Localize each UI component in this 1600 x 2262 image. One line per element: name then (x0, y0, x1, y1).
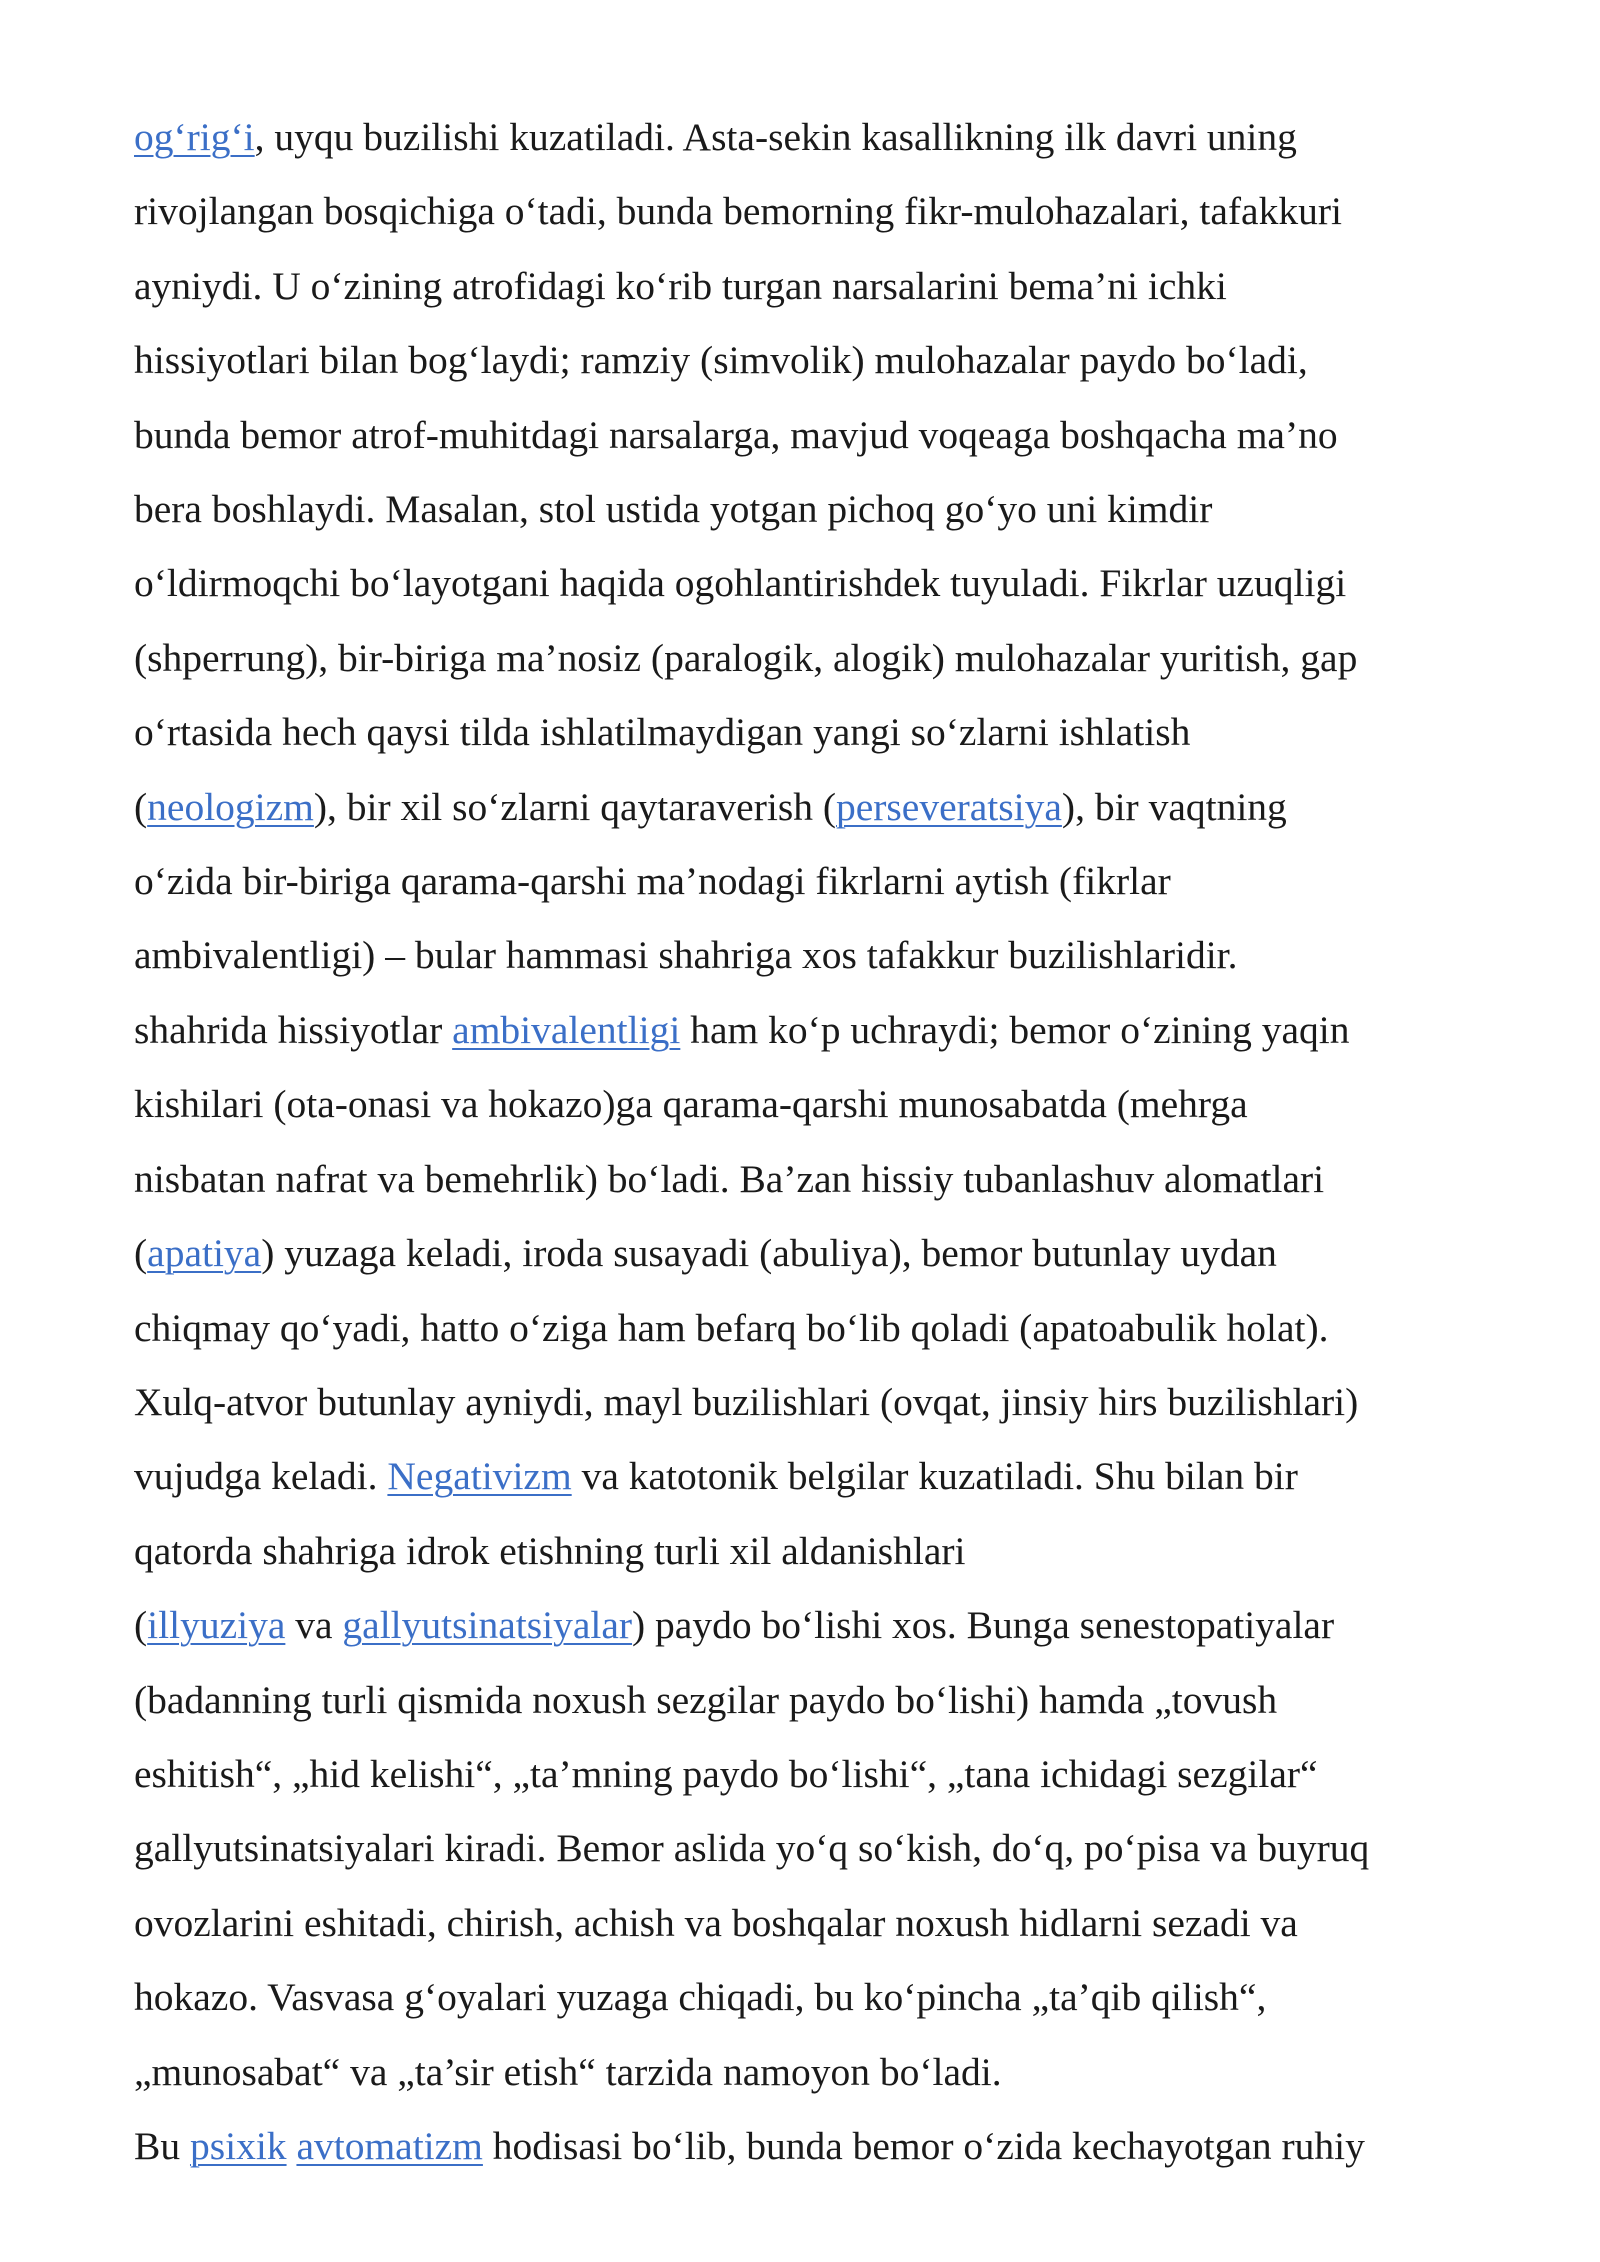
text-line (134, 695, 1524, 769)
text-segment: vujudga keladi. (134, 1454, 388, 1499)
link-perseveratsiya[interactable]: perseveratsiya (836, 784, 1062, 829)
link-og-rig-i[interactable]: og‘rig‘i (134, 115, 255, 159)
text-line (134, 918, 1524, 992)
text-segment: nisbatan nafrat va bemehrlik) bo‘ladi. Ba’zan hissiy tubanlashuv alomatlari (134, 1156, 1325, 1201)
text-line (134, 1291, 1524, 1365)
text-segment: bera boshlaydi. Masalan, stol ustida yotgan pichoq go‘yo uni kimdir (134, 487, 1213, 532)
text-segment: ham ko‘p uchraydi; bemor o‘zining yaqin (680, 1007, 1350, 1052)
text-line (134, 1514, 1524, 1588)
text-line (134, 2035, 1524, 2109)
text-line (134, 1588, 1524, 1662)
text-line (134, 249, 1524, 323)
text-segment: eshitish“, „hid kelishi“, „ta’mning paydo bo‘lishi“, „tana ichidagi sezgilar“ (134, 1751, 1318, 1796)
text-segment: „munosabat“ va „ta’sir etish“ tarzida namoyon bo‘ladi. (134, 2049, 1002, 2094)
text-line (134, 621, 1524, 695)
text-line (134, 993, 1524, 1067)
text-segment: ovozlarini eshitadi, chirish, achish va boshqalar noxush hidlarni sezadi va (134, 1900, 1298, 1945)
text-segment: qatorda shahriga idrok etishning turli xil aldanishlari (134, 1528, 966, 1573)
text-segment: ) paydo bo‘lishi xos. Bunga senestopatiyalar (632, 1603, 1335, 1648)
link-negativizm[interactable]: Negativizm (387, 1454, 572, 1499)
text-segment: va (285, 1603, 343, 1648)
text-line (134, 323, 1524, 397)
text-line (134, 770, 1524, 844)
text-line (134, 1663, 1524, 1737)
text-line (134, 1067, 1524, 1141)
text-segment: kishilari (ota-onasi va hokazo)ga qarama-qarshi munosabatda (mehrga (134, 1082, 1248, 1127)
text-segment: rivojlangan bosqichiga o‘tadi, bunda bemorning fikr-mulohazalari, tafakkuri (134, 189, 1342, 234)
text-segment: chiqmay qo‘yadi, hatto o‘ziga ham befarq bo‘lib qoladi (apatoabulik holat). (134, 1305, 1329, 1350)
text-segment: ( (134, 1231, 148, 1276)
text-line (134, 1142, 1524, 1216)
text-segment: ), bir xil so‘zlarni qaytaraverish ( (313, 784, 836, 829)
text-segment: hodisasi bo‘lib, bunda bemor o‘zida kechayotgan ruhiy (482, 2123, 1365, 2168)
text-line (134, 472, 1524, 546)
text-line (134, 398, 1524, 472)
text-line (134, 2109, 1524, 2183)
text-segment: ( (134, 1603, 148, 1648)
text-segment: ambivalentligi) – bular hammasi shahriga xos tafakkur buzilishlaridir. (134, 933, 1238, 978)
text-segment: o‘ldirmoqchi bo‘layotgani haqida ogohlantirishdek tuyuladi. Fikrlar uzuqligi (134, 561, 1347, 606)
text-segment: hissiyotlari bilan bog‘laydi; ramziy (simvolik) mulohazalar paydo bo‘ladi, (134, 338, 1308, 383)
document-body (134, 100, 1524, 2183)
link-neologizm[interactable]: neologizm (147, 784, 314, 829)
text-segment: (badanning turli qismida noxush sezgilar paydo bo‘lishi) hamda „tovush (134, 1677, 1278, 1722)
text-line (134, 174, 1524, 248)
text-segment: o‘zida bir-biriga qarama-qarshi ma’nodagi fikrlarni aytish (fikrlar (134, 859, 1171, 904)
link-gallyutsinatsiyalar[interactable]: gallyutsinatsiyalar (342, 1603, 633, 1648)
text-line (134, 1365, 1524, 1439)
text-line (134, 100, 1524, 174)
text-line (134, 844, 1524, 918)
text-line (134, 1216, 1524, 1290)
text-segment: ayniydi. U o‘zining atrofidagi ko‘rib turgan narsalarini bema’ni ichki (134, 263, 1227, 308)
text-line (134, 1737, 1524, 1811)
text-segment: hokazo. Vasvasa g‘oyalari yuzaga chiqadi, bu ko‘pincha „ta’qib qilish“, (134, 1975, 1267, 2020)
link-illyuziya[interactable]: illyuziya (147, 1603, 286, 1648)
text-segment: Bu (134, 2123, 190, 2168)
link-avtomatizm[interactable]: avtomatizm (296, 2123, 483, 2168)
text-line (134, 1811, 1524, 1885)
text-line (134, 546, 1524, 620)
link-ambivalentligi[interactable]: ambivalentligi (452, 1007, 681, 1052)
text-line (134, 1886, 1524, 1960)
text-segment: ), bir vaqtning (1061, 784, 1287, 829)
text-segment: bunda bemor atrof-muhitdagi narsalarga, mavjud voqeaga boshqacha ma’no (134, 412, 1338, 457)
text-line (134, 1439, 1524, 1513)
text-segment: ( (134, 784, 148, 829)
link-apatiya[interactable]: apatiya (147, 1231, 262, 1276)
text-segment (287, 2124, 297, 2168)
text-line (134, 1960, 1524, 2034)
text-segment: (shperrung), bir-biriga ma’nosiz (paralogik, alogik) mulohazalar yuritish, gap (134, 635, 1358, 680)
link-psixik[interactable]: psixik (189, 2123, 287, 2168)
text-segment: ) yuzaga keladi, iroda susayadi (abuliya), bemor butunlay uydan (261, 1231, 1277, 1276)
text-segment: gallyutsinatsiyalari kiradi. Bemor aslida yo‘q so‘kish, do‘q, po‘pisa va buyruq (134, 1826, 1370, 1871)
text-segment: Xulq-atvor butunlay ayniydi, mayl buzilishlari (ovqat, jinsiy hirs buzilishlari) (134, 1379, 1359, 1424)
text-segment: , uyqu buzilishi kuzatiladi. Asta-sekin kasallikning ilk davri uning (254, 115, 1297, 159)
text-segment: o‘rtasida hech qaysi tilda ishlatilmaydigan yangi so‘zlarni ishlatish (134, 710, 1191, 755)
text-segment: shahrida hissiyotlar (134, 1007, 453, 1052)
text-segment: va katotonik belgilar kuzatiladi. Shu bilan bir (571, 1454, 1298, 1499)
